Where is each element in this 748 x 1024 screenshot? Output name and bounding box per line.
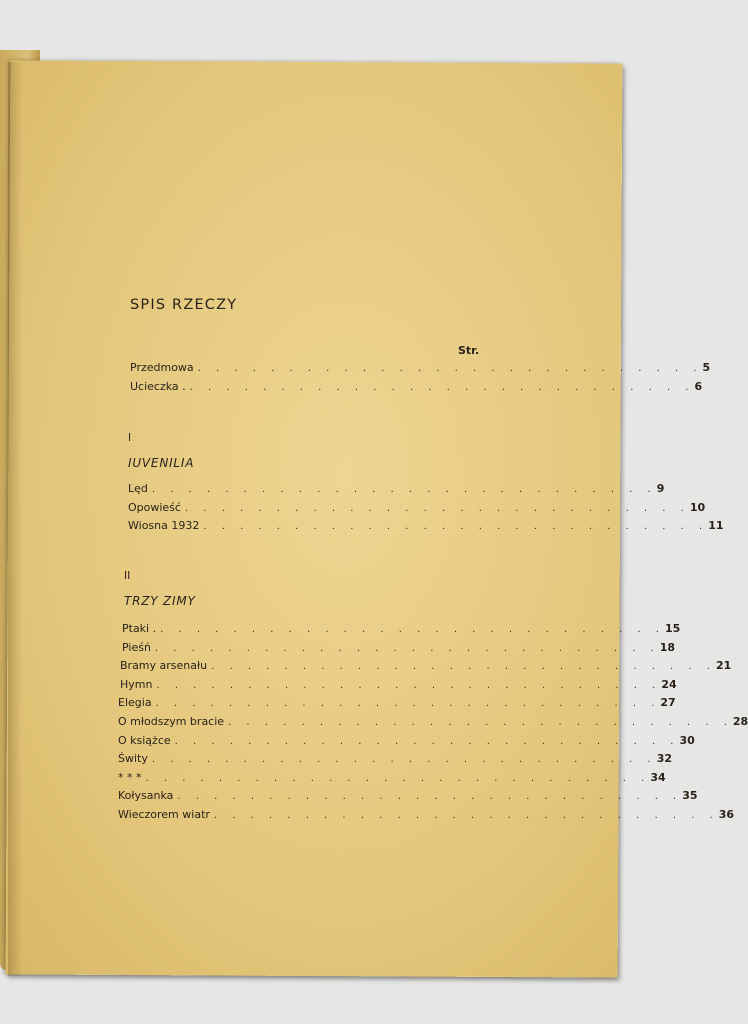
toc-entry-label: Hymn bbox=[120, 677, 153, 691]
toc-entry-page: 27 bbox=[660, 696, 676, 710]
leader-dots: . . . . . . . . . . . . . . . . . . . . . . . . . . . . bbox=[203, 521, 709, 533]
toc-entry bbox=[118, 770, 666, 790]
section-title: IUVENILIA bbox=[128, 456, 195, 470]
toc-entry-page: 6 bbox=[694, 379, 703, 393]
leader-dots: . . . . . . . . . . . . . . . . . . . . . . . . . . . . bbox=[156, 679, 662, 691]
toc-entry-page: 21 bbox=[715, 659, 732, 673]
toc-entry-label: Elegia bbox=[118, 696, 152, 710]
toc-entry-label: Opowieść bbox=[128, 500, 181, 514]
leader-dots: . . . . . . . . . . . . . . . . . . . . . . . . . . . . bbox=[174, 735, 680, 747]
page-title: SPIS RZECZY bbox=[130, 297, 238, 313]
leader-dots: . . . . . . . . . . . . . . . . . . . . . . . . . . . . bbox=[184, 502, 690, 514]
leader-dots: . . . . . . . . . . . . . . . . . . . . . . . . . . . . bbox=[145, 772, 651, 784]
leader-dots: . . . . . . . . . . . . . . . . . . . . . . . . . . . . bbox=[211, 661, 716, 673]
toc-entry-label: Ucieczka . bbox=[130, 379, 186, 393]
page-spine-shadow bbox=[8, 62, 22, 976]
toc-entry-label: Bramy arsenału bbox=[120, 659, 208, 673]
toc-entry-page: 35 bbox=[682, 789, 698, 803]
toc-entry-label: Pieśń bbox=[122, 640, 151, 654]
toc-entry-page: 32 bbox=[656, 752, 673, 766]
toc-entry bbox=[118, 622, 681, 641]
toc-entry bbox=[118, 807, 735, 827]
toc-entry-label: * * * bbox=[118, 770, 142, 784]
toc-entry-label: Ptaki . bbox=[122, 622, 157, 635]
toc-entry bbox=[118, 752, 673, 771]
toc-entry-label: O młodszym bracie bbox=[118, 714, 225, 728]
leader-dots: . . . . . . . . . . . . . . . . . . . . . . . . . . . . bbox=[213, 809, 719, 821]
section-entries bbox=[118, 622, 748, 827]
toc-entry-page: 28 bbox=[732, 714, 748, 728]
page-column-header: Str. bbox=[458, 344, 480, 357]
toc-entry bbox=[118, 696, 676, 715]
leader-dots: . . . . . . . . . . . . . . . . . . . . . . . . . . . . bbox=[197, 363, 703, 374]
intro-entries bbox=[118, 361, 711, 398]
toc-entry-page: 34 bbox=[650, 770, 666, 784]
toc-entry bbox=[118, 677, 677, 697]
toc-entry bbox=[118, 714, 748, 734]
leader-dots: . . . . . . . . . . . . . . . . . . . . . . . . . . . . bbox=[151, 754, 657, 766]
toc-entry-page: 5 bbox=[702, 361, 711, 374]
leader-dots: . . . . . . . . . . . . . . . . . . . . . . . . . . . . bbox=[177, 791, 683, 803]
toc-entry-page: 36 bbox=[718, 807, 735, 821]
toc-entry-page: 30 bbox=[679, 733, 695, 747]
toc-entry bbox=[118, 482, 665, 501]
section-title: TRZY ZIMY bbox=[124, 594, 196, 608]
toc-entry-label: Lęd bbox=[128, 482, 148, 495]
section-numeral: II bbox=[124, 570, 131, 582]
toc-entry bbox=[118, 789, 698, 808]
toc-entry-label: Przedmowa bbox=[130, 361, 194, 374]
toc-entry-page: 15 bbox=[664, 622, 681, 635]
section-numeral: I bbox=[128, 432, 132, 444]
toc-entry-page: 24 bbox=[661, 677, 677, 691]
toc-entry-label: O książce bbox=[118, 733, 171, 747]
toc-entry-page: 9 bbox=[656, 482, 665, 495]
toc-entry bbox=[118, 500, 706, 520]
leader-dots: . . . . . . . . . . . . . . . . . . . . . . . . . . . . bbox=[154, 642, 660, 654]
toc-entry-label: Kołysanka bbox=[118, 789, 174, 803]
toc-entry-label: Wiosna 1932 bbox=[128, 519, 200, 533]
toc-entry-label: Świty bbox=[118, 752, 148, 766]
toc-entry bbox=[118, 659, 732, 678]
toc-entry bbox=[118, 361, 711, 380]
toc-entry-label: Wieczorem wiatr bbox=[118, 807, 210, 821]
leader-dots: . . . . . . . . . . . . . . . . . . . . . . . . . . . . bbox=[151, 484, 657, 495]
leader-dots: . . . . . . . . . . . . . . . . . . . . . . . . . . . . bbox=[228, 716, 733, 728]
toc-entry-page: 18 bbox=[659, 640, 676, 654]
toc-entry bbox=[118, 519, 724, 538]
leader-dots: . . . . . . . . . . . . . . . . . . . . . . . . . . . . bbox=[189, 381, 695, 393]
toc-entry-page: 10 bbox=[689, 500, 706, 514]
toc-entry bbox=[118, 640, 676, 660]
leader-dots: . . . . . . . . . . . . . . . . . . . . . . . . . . . . bbox=[155, 698, 661, 710]
leader-dots: . . . . . . . . . . . . . . . . . . . . . . . . . . . . bbox=[160, 624, 665, 635]
toc-entry bbox=[118, 733, 695, 753]
toc-entry-page: 11 bbox=[708, 519, 724, 533]
section-entries bbox=[118, 482, 724, 538]
toc-entry bbox=[118, 379, 703, 399]
